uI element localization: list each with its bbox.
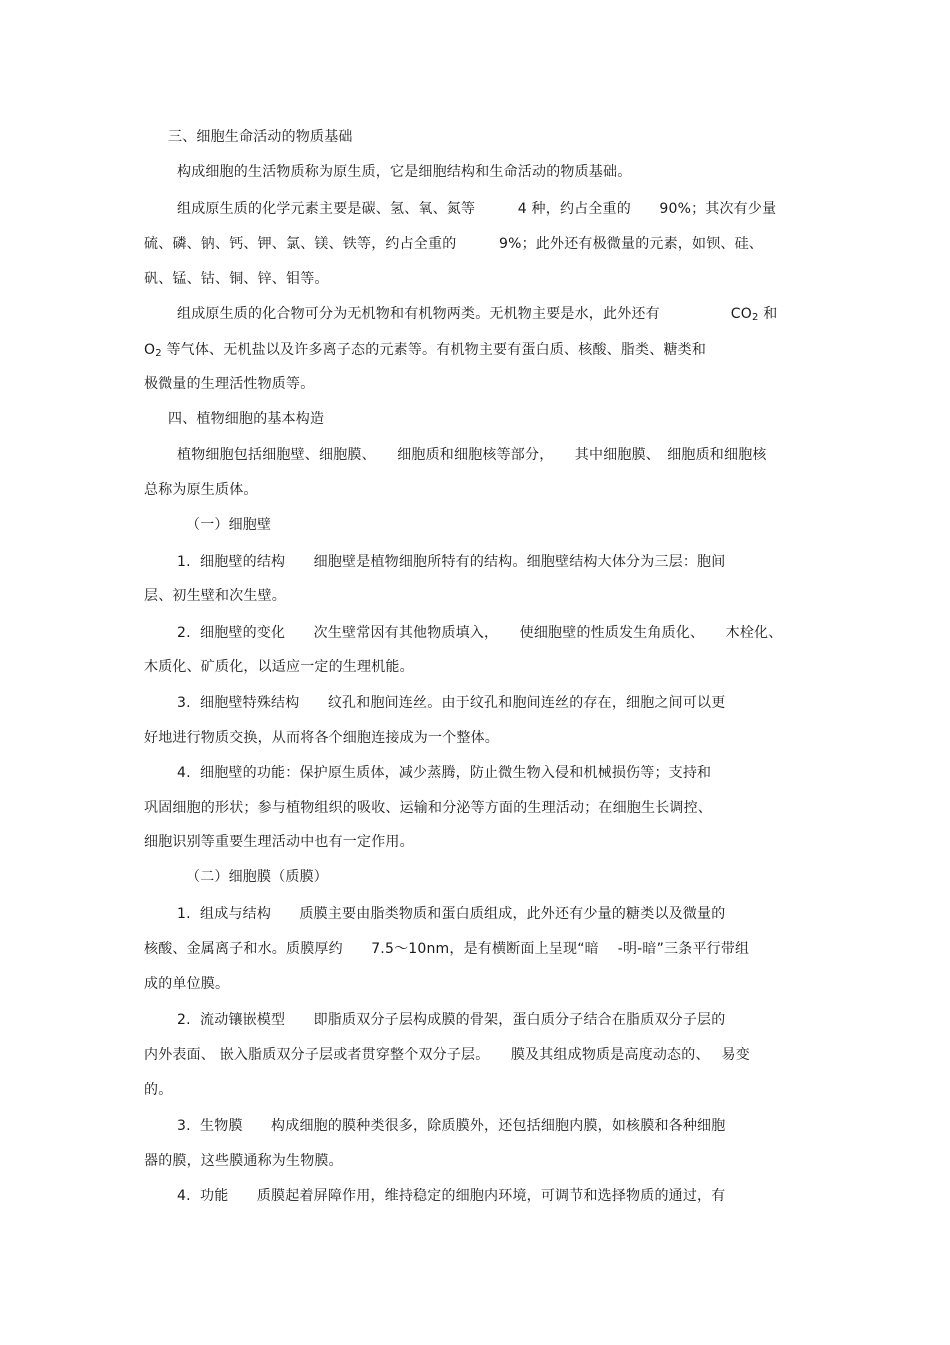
membrane-item-2-line-3: 的。 [144, 1082, 173, 1098]
wall-item-2-line-1: 2. 细胞壁的变化 次生壁常因有其他物质填入， 使细胞壁的性质发生角质化、 木栓化、 [177, 625, 783, 641]
wall-item-4-line-2: 巩固细胞的形状；参与植物组织的吸收、运输和分泌等方面的生理活动；在细胞生长调控、 [144, 800, 712, 816]
membrane-item-1-line-3: 成的单位膜。 [144, 976, 230, 992]
wall-item-1-line-1: 1. 细胞壁的结构 细胞壁是植物细胞所特有的结构。细胞壁结构大体分为三层：胞间 [177, 554, 726, 570]
wall-item-3-line-1: 3. 细胞壁特殊结构 纹孔和胞间连丝。由于纹孔和胞间连丝的存在，细胞之间可以更 [177, 695, 726, 711]
subsection-cell-wall-heading: （一）细胞壁 [186, 517, 272, 533]
s3-paragraph-2-line-2: 硫、磷、钠、钙、钾、氯、镁、铁等，约占全重的 9%；此外还有极微量的元素，如钡、硅、 [144, 236, 764, 252]
membrane-item-4-line-1: 4. 功能 质膜起着屏障作用，维持稳定的细胞内环境，可调节和选择物质的通过，有 [177, 1188, 726, 1204]
co2-subscript: 2 [752, 312, 759, 323]
s3-paragraph-3-line-2 [144, 340, 706, 360]
s4-paragraph-1-line-1: 植物细胞包括细胞壁、细胞膜、 细胞质和细胞核等部分， 其中细胞膜、 细胞质和细胞核 [177, 447, 767, 463]
s3-paragraph-1: 构成细胞的生活物质称为原生质，它是细胞结构和生命活动的物质基础。 [177, 164, 632, 180]
s4-paragraph-1-line-2: 总称为原生质体。 [144, 482, 258, 498]
s3-p3-text-c: 等气体、无机盐以及许多离子态的元素等。有机物主要有蛋白质、核酸、脂类、糖类和 [161, 342, 707, 358]
subsection-membrane-heading: （二）细胞膜（质膜） [186, 869, 328, 885]
s3-paragraph-2-line-1: 组成原生质的化学元素主要是碳、氢、氧、氮等 4 种，约占全重的 90%；其次有少量 [177, 201, 777, 217]
wall-item-4-line-3: 细胞识别等重要生理活动中也有一定作用。 [144, 834, 414, 850]
wall-item-1-line-2: 层、初生壁和次生壁。 [144, 588, 286, 604]
o2-subscript: 2 [155, 348, 162, 359]
membrane-item-1-line-2: 核酸、金属离子和水。质膜厚约 7.5～10nm，是有横断面上呈现“暗 -明-暗”三条平行带组 [144, 941, 750, 957]
membrane-item-3-line-2: 器的膜，这些膜通称为生物膜。 [144, 1153, 343, 1169]
s3-paragraph-3-line-3: 极微量的生理活性物质等。 [144, 376, 315, 392]
section-3-heading: 三、细胞生命活动的物质基础 [168, 129, 353, 145]
membrane-item-1-line-1: 1. 组成与结构 质膜主要由脂类物质和蛋白质组成，此外还有少量的糖类以及微量的 [177, 906, 726, 922]
wall-item-2-line-2: 木质化、矿质化，以适应一定的生理机能。 [144, 659, 414, 675]
membrane-item-3-line-1: 3. 生物膜 构成细胞的膜种类很多，除质膜外，还包括细胞内膜，如核膜和各种细胞 [177, 1118, 726, 1134]
wall-item-4-line-1: 4. 细胞壁的功能：保护原生质体，减少蒸腾，防止微生物入侵和机械损伤等；支持和 [177, 765, 712, 781]
s3-p3-text-b: 和 [758, 306, 778, 322]
wall-item-3-line-2: 好地进行物质交换，从而将各个细胞连接成为一个整体。 [144, 730, 499, 746]
s3-p3-text-a: 组成原生质的化合物可分为无机物和有机物两类。无机物主要是水，此外还有 CO [177, 306, 752, 322]
section-4-heading: 四、植物细胞的基本构造 [168, 411, 325, 427]
membrane-item-2-line-2: 内外表面、 嵌入脂质双分子层或者贯穿整个双分子层。 膜及其组成物质是高度动态的、 易变 [144, 1047, 750, 1063]
membrane-item-2-line-1: 2. 流动镶嵌模型 即脂质双分子层构成膜的骨架，蛋白质分子结合在脂质双分子层的 [177, 1012, 726, 1028]
s3-paragraph-3-line-1 [177, 304, 777, 324]
o2-symbol: O [144, 342, 156, 358]
s3-paragraph-2-line-3: 矾、锰、钴、铜、锌、钼等。 [144, 271, 329, 287]
